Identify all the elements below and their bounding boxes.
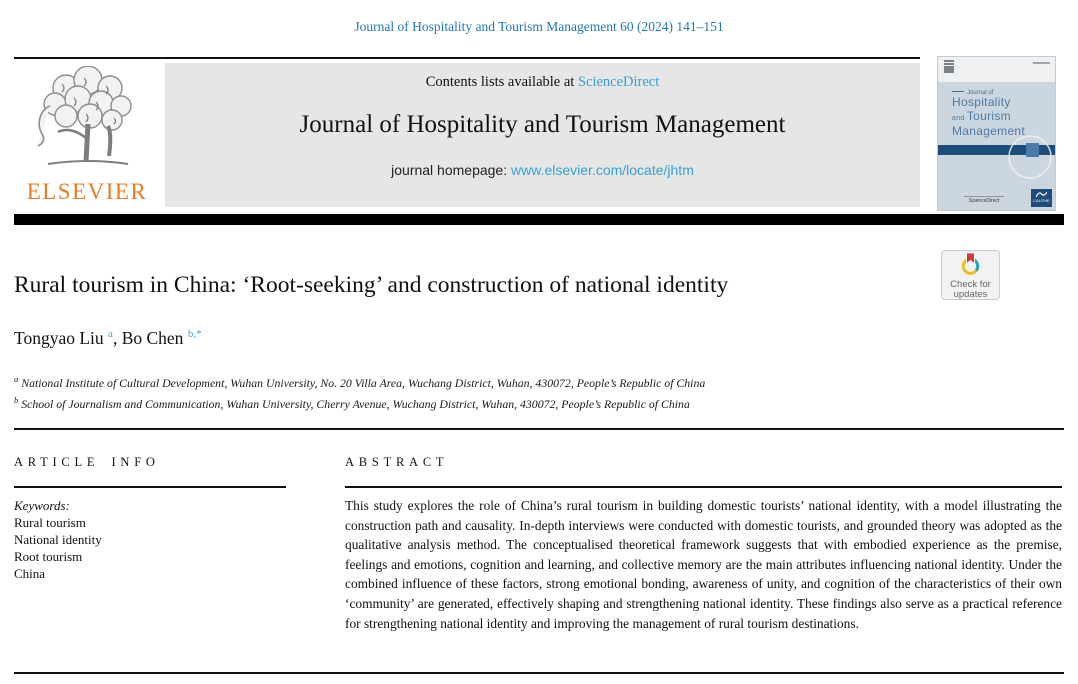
author-2: Bo Chen: [121, 328, 188, 348]
crossmark-icon: [960, 252, 981, 276]
cover-navy-band: [938, 145, 1055, 155]
cover-title-and: and: [952, 114, 967, 122]
homepage-prefix: journal homepage:: [391, 162, 512, 178]
section-top-rule: [14, 428, 1064, 430]
affiliation-b: $^b$ School of Journalism and Communication, Wuhan University, Cherry Avenue, Wuchang District, Wuhan, 430072, People’s Republic of China: [14, 394, 690, 411]
keywords-label: Keywords:: [14, 498, 70, 513]
elsevier-logo: [14, 62, 160, 205]
contents-prefix: Contents lists available at: [425, 74, 578, 90]
authors-line: [14, 328, 202, 349]
badge-text-line1: Check for: [950, 278, 991, 290]
cover-title-line3: and Tourism: [952, 108, 1011, 123]
abstract-text: This study explores the role of China’s rural tourism in building domestic tourists’ national identity, with a model illustrating the construction path and causality. In-depth interviews were conducted with domestic tourists, and grounded theory was adopted as the qualitative analysis method. The conceptualised theoretical framework suggests that with embodied experience as the premise, feelings and emotions, cognition and learning, and collective memory are the main attributes influencing national identity. Under the combined influence of these factors, strong emotional bonding, awareness of unity, and cognition of the characteristics of their own ‘community’ are generated, effectively shaping and strengthening national identity. These findings also serve as a practical reference for strengthening national identity and improving the management of rural tourism destinations.: [345, 498, 1062, 631]
cover-sciencedirect-text: ScienceDirect: [938, 196, 1030, 204]
badge-text-line2: updates: [953, 289, 988, 300]
article-info-rule: [14, 486, 286, 488]
keyword-item: Rural tourism: [14, 515, 86, 530]
header-thick-rule: [14, 214, 1064, 225]
article-info-heading: ARTICLE INFO: [14, 455, 160, 469]
homepage-line: [165, 162, 920, 178]
header-top-rule: [14, 57, 920, 59]
page-bottom-rule: [14, 672, 1064, 674]
cover-title-line2: Hospitality: [952, 95, 1011, 109]
cover-title-line1: Journal of: [952, 90, 1055, 96]
keyword-item: Root tourism: [14, 549, 83, 564]
author-2-affil-sup: b,*: [187, 328, 202, 341]
keyword-item: National identity: [14, 532, 102, 547]
journal-title: Journal of Hospitality and Tourism Management: [299, 111, 786, 138]
cover-title-block: [938, 82, 1055, 145]
sciencedirect-link[interactable]: ScienceDirect: [577, 74, 660, 90]
cover-band-square: [1026, 143, 1039, 157]
affiliations: [14, 371, 705, 413]
cauthe-logo: CAUTHE: [1031, 189, 1052, 207]
author-separator: ,: [112, 328, 122, 348]
contents-line: [165, 63, 920, 91]
journal-citation: Journal of Hospitality and Tourism Management 60 (2024) 141–151: [354, 19, 724, 34]
elsevier-tree-icon: [28, 66, 146, 178]
author-1: Tongyao Liu: [14, 328, 109, 348]
homepage-link[interactable]: www.elsevier.com/locate/jhtm: [511, 162, 694, 178]
article-title: Rural tourism in China: ‘Root-seeking’ and construction of national identity: [14, 272, 729, 298]
journal-banner: [165, 63, 920, 207]
abstract-rule: [345, 486, 1062, 488]
check-for-updates-badge[interactable]: [941, 250, 1000, 300]
cover-issn-mark: [1033, 62, 1050, 64]
cover-title-line4: Management: [952, 124, 1026, 138]
author-1-affil-sup: a: [108, 328, 113, 341]
keyword-item: China: [14, 566, 46, 581]
cover-top-strip: [938, 57, 1055, 82]
affiliation-a: $^a$ National Institute of Cultural Development, Wuhan University, No. 20 Villa Area, Wuchang District, Wuhan, 430072, People’s Republic of China: [14, 374, 706, 390]
elsevier-wordmark: ELSEVIER: [26, 179, 148, 204]
journal-cover-thumbnail: [938, 57, 1055, 210]
keywords-block: [14, 497, 102, 582]
cover-emblem-icon: [944, 60, 954, 73]
abstract-heading: ABSTRACT: [345, 455, 449, 469]
